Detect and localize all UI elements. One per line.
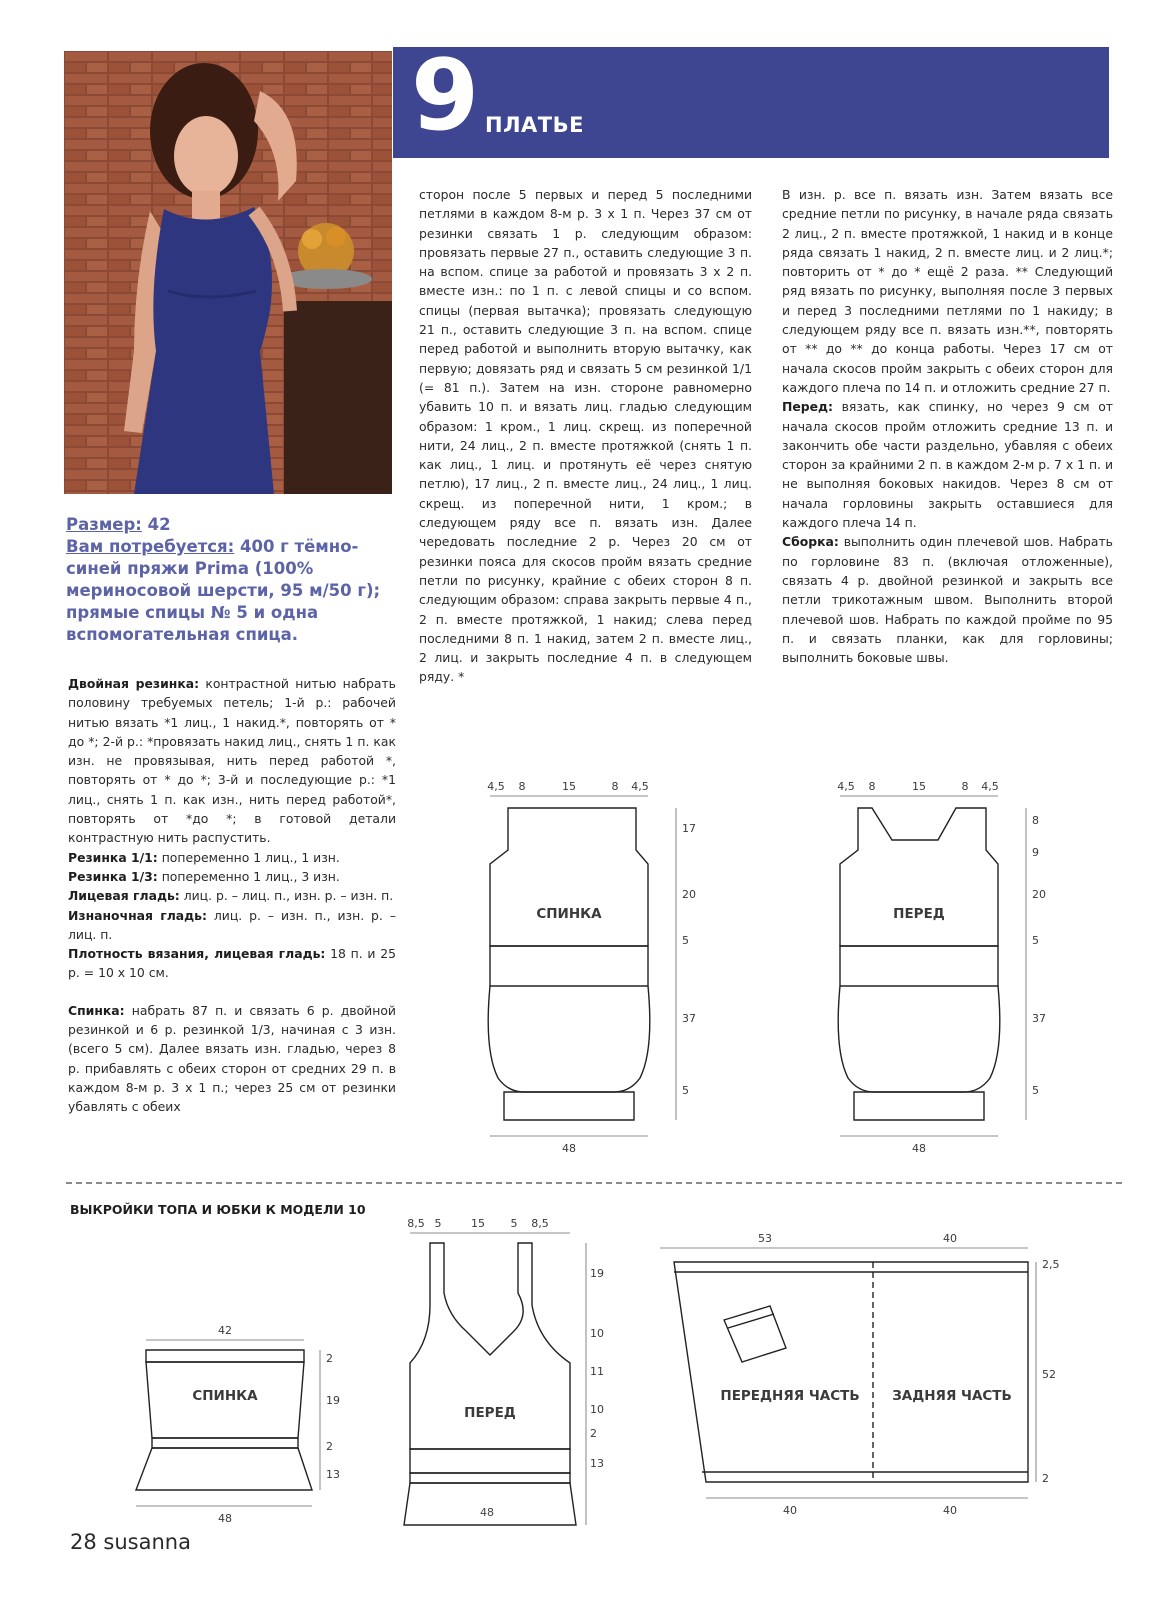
term-label: Плотность вязания, лицевая гладь: [68,946,326,962]
measure-top: 42 [218,1324,232,1337]
specs-block [66,514,396,646]
measure-side: 2,5 [1042,1258,1060,1271]
measure-side: 13 [326,1468,340,1481]
paragraph: В изн. р. все п. вязать изн. Затем вязать все средние петли по рисунку, в начале ряда связать 2 лиц., 2 п. вместе протяжкой, 1 накид и в конце ряда связать 1 накид, 2 п. вместе лиц. и 2 лиц.*; повторить от * до * ещё 2 раза. ** Следующий ряд вязать по рисунку, выполняя после 3 первых и перед 3 последними петлями по 1 накиду; в следующем ряду все п. вязать изн.**, повторять от ** до ** до конца работы. Через 17 см от начала скосов пройм закрыть с обеих сторон для каждого плеча по 14 п. и отложить средние 27 п. [782,187,1113,395]
measure-top: 15 [912,780,926,793]
measure-side: 10 [590,1403,604,1416]
paragraph [68,944,396,983]
schema-front-label: ПЕРЕД [893,906,945,922]
measure-top: 40 [943,1232,957,1245]
measure-side: 2 [326,1352,333,1365]
materials-label: Вам потребуется: [66,537,235,556]
paragraph [68,674,396,848]
measure-top: 5 [510,1217,518,1230]
term-label: Спинка: [68,1002,125,1018]
measure-side: 19 [590,1267,604,1280]
measure-side: 10 [590,1327,604,1340]
measure-bottom: 48 [912,1142,926,1155]
model-photo [64,51,392,494]
measure-side: 9 [1032,846,1039,859]
measure-side: 11 [590,1365,604,1378]
measure-side: 19 [326,1394,340,1407]
measure-top: 4,5 [981,780,999,793]
measure-top: 4,5 [631,780,649,793]
measure-side: 8 [1032,814,1039,827]
measure-top: 4,5 [837,780,855,793]
term-text: 18 п. и 25 р. = 10 х 10 см. [68,946,396,981]
size-label: Размер: [66,515,142,534]
measure-side: 13 [590,1457,604,1470]
section-divider [66,1182,1122,1184]
term-text: контрастной нитью набрать половину требуемых петель; 1-й р.: рабочей нитью вязать *1 лиц., 1 накид.*, повторять от * до *; 2-й р.: *провязать накид лиц., снять 1 п. как изн. не провязывая, нить перед работой *, повторять от * до *; 3-й и последующие р.: *1 лиц., снять 1 п. как изн., нить перед работой*, повторять от *до *; в готовой детали контрастную нить распустить. [68,676,396,846]
measure-side: 52 [1042,1368,1056,1381]
measure-top: 53 [758,1232,772,1245]
schema-top-front [400,1205,640,1525]
term-text: вязать, как спинку, но через 9 см от начала скосов пройм отложить средние 13 п. и закончить обе части раздельно, убавляя с обеих сторон за крайними 2 п. в каждом 2-м р. 7 х 1 п. и не выполняя боковых накидов. Через 8 см от начала горловины закрыть оставшиеся для каждого плеча 14 п. [782,399,1113,531]
skirt-front-label: ПЕРЕДНЯЯ ЧАСТЬ [720,1388,860,1404]
schema-top-back-label: СПИНКА [192,1388,258,1404]
term-label: Сборка: [782,534,839,550]
measure-side: 5 [682,934,689,947]
paragraph [782,532,1113,667]
measure-bottom: 48 [218,1512,232,1525]
instructions-column-2 [419,185,752,687]
measure-side: 5 [682,1084,689,1097]
schema-top-front-label: ПЕРЕД [464,1405,516,1421]
materials-text: 400 г тёмно-синей пряжи Prima (100% мериносовой шерсти, 95 м/50 г); прямые спицы № 5 и одна вспомогательная спица. [66,537,381,644]
measure-side: 17 [682,822,696,835]
page-footer [70,1530,191,1554]
measure-top: 8,5 [407,1217,425,1230]
measure-top: 8 [611,780,619,793]
term-label: Резинка 1/3: [68,868,158,884]
page-number: 28 [70,1530,97,1554]
measure-bottom: 40 [943,1504,957,1517]
model-title: ПЛАТЬЕ [485,113,584,137]
measure-side: 2 [326,1440,333,1453]
schema-back-label: СПИНКА [536,906,602,922]
term-label: Двойная резинка: [68,676,200,691]
schema-top-back [130,1310,360,1525]
term-text: лиц. р. – изн. п., изн. р. – лиц. п. [68,907,396,942]
measure-top: 15 [471,1217,485,1230]
measure-side: 2 [590,1427,597,1440]
measure-top: 8 [518,780,526,793]
measure-side: 20 [1032,888,1046,901]
measure-top: 8,5 [531,1217,549,1230]
measure-side: 20 [682,888,696,901]
measure-bottom: 48 [480,1506,494,1519]
term-text: набрать 87 п. и связать 6 р. двойной резинкой и 6 р. резинкой 1/3, начиная с 3 изн. (всего 5 см). Далее вязать изн. гладью, через 8 р. прибавлять с обеих сторон от средних 29 п. в каждом 8-м р. 3 х 1 п.; через 25 см от резинки убавлять с обеих [68,1002,396,1115]
measure-bottom: 48 [562,1142,576,1155]
paragraph [782,397,1113,532]
magazine-brand: susanna [103,1530,191,1554]
size-value: 42 [147,515,171,534]
term-label: Изнаночная гладь: [68,907,207,923]
schema-front [830,760,1070,1160]
term-text: выполнить один плечевой шов. Набрать по горловине 83 п. (включая отложенные), связать 4 р. двойной резинкой и закрыть все петли трикотажным швом. Выполнить второй плечевой шов. Набрать по каждой пройме по 95 п. и связать планки, как для горловины; выполнить боковые швы. [782,534,1113,666]
instructions-column-3 [782,185,1113,667]
term-label: Перед: [782,399,834,415]
measure-side: 5 [1032,1084,1039,1097]
term-text: попеременно 1 лиц., 1 изн. [161,849,340,865]
paragraph [68,848,396,867]
section2-title: ВЫКРОЙКИ ТОПА И ЮБКИ К МОДЕЛИ 10 [70,1202,366,1217]
measure-top: 5 [434,1217,442,1230]
paragraph [68,906,396,945]
skirt-back-label: ЗАДНЯЯ ЧАСТЬ [892,1388,1012,1404]
measure-top: 4,5 [487,780,505,793]
paragraph [68,886,396,905]
term-text: лиц. р. – лиц. п., изн. р. – изн. п. [183,888,394,904]
measure-top: 8 [961,780,969,793]
measure-top: 8 [868,780,876,793]
paragraph [68,1001,396,1117]
term-text: попеременно 1 лиц., 3 изн. [161,868,340,884]
paragraph [68,867,396,886]
schema-back [480,760,720,1160]
schema-skirt [650,1210,1070,1520]
title-banner [393,39,1109,158]
term-label: Лицевая гладь: [68,888,180,904]
measure-top: 15 [562,780,576,793]
measure-bottom: 40 [783,1504,797,1517]
term-label: Резинка 1/1: [68,849,158,865]
instructions-column-1 [68,674,396,1117]
model-number: 9 [411,39,478,153]
measure-side: 2 [1042,1472,1049,1485]
dress-photo-illustration [64,51,392,494]
measure-side: 37 [1032,1012,1046,1025]
paragraph: сторон после 5 первых и перед 5 последними петлями в каждом 8-м р. 3 х 1 п. Через 37 см от резинки связать 1 р. следующим образом: провязать первые 27 п., оставить следующие 3 п. на вспом. спице за работой и провязать 3 х 2 п. вместе изн.: по 1 п. с левой спицы и со вспом. спицы (первая вытачка); провязать следующую 21 п., оставить следующие 3 п. на вспом. спице перед работой и выполнить вторую вытачку, как первую; довязать ряд и связать 5 см резинкой 1/1 (= 81 п.). Затем на изн. стороне равномерно убавить 10 п. и вязать лиц. гладью следующим образом: 1 кром., 1 лиц. скрещ. из поперечной нити, 24 лиц., 2 п. вместе протяжкой (снять 1 п. как лиц., 1 лиц. и протянуть её через снятую петлю), 17 лиц., 2 п. вместе лиц., 24 лиц., 1 лиц. скрещ. из поперечной нити, 1 кром.; в следующем ряду все п. вязать изн. Далее чередовать последние 2 р. Через 20 см от резинки пояса для скосов пройм вязать средние петли по рисунку, крайние с обеих сторон 8 п. следующим образом: справа закрыть первые 4 п., 2 п. вместе протяжкой, 1 накид; слева перед последними 8 п. 1 накид, затем 2 п. вместе лиц., 2 лиц. и закрыть последние 4 п. в следующем ряду. * [419,187,752,685]
measure-side: 5 [1032,934,1039,947]
measure-side: 37 [682,1012,696,1025]
